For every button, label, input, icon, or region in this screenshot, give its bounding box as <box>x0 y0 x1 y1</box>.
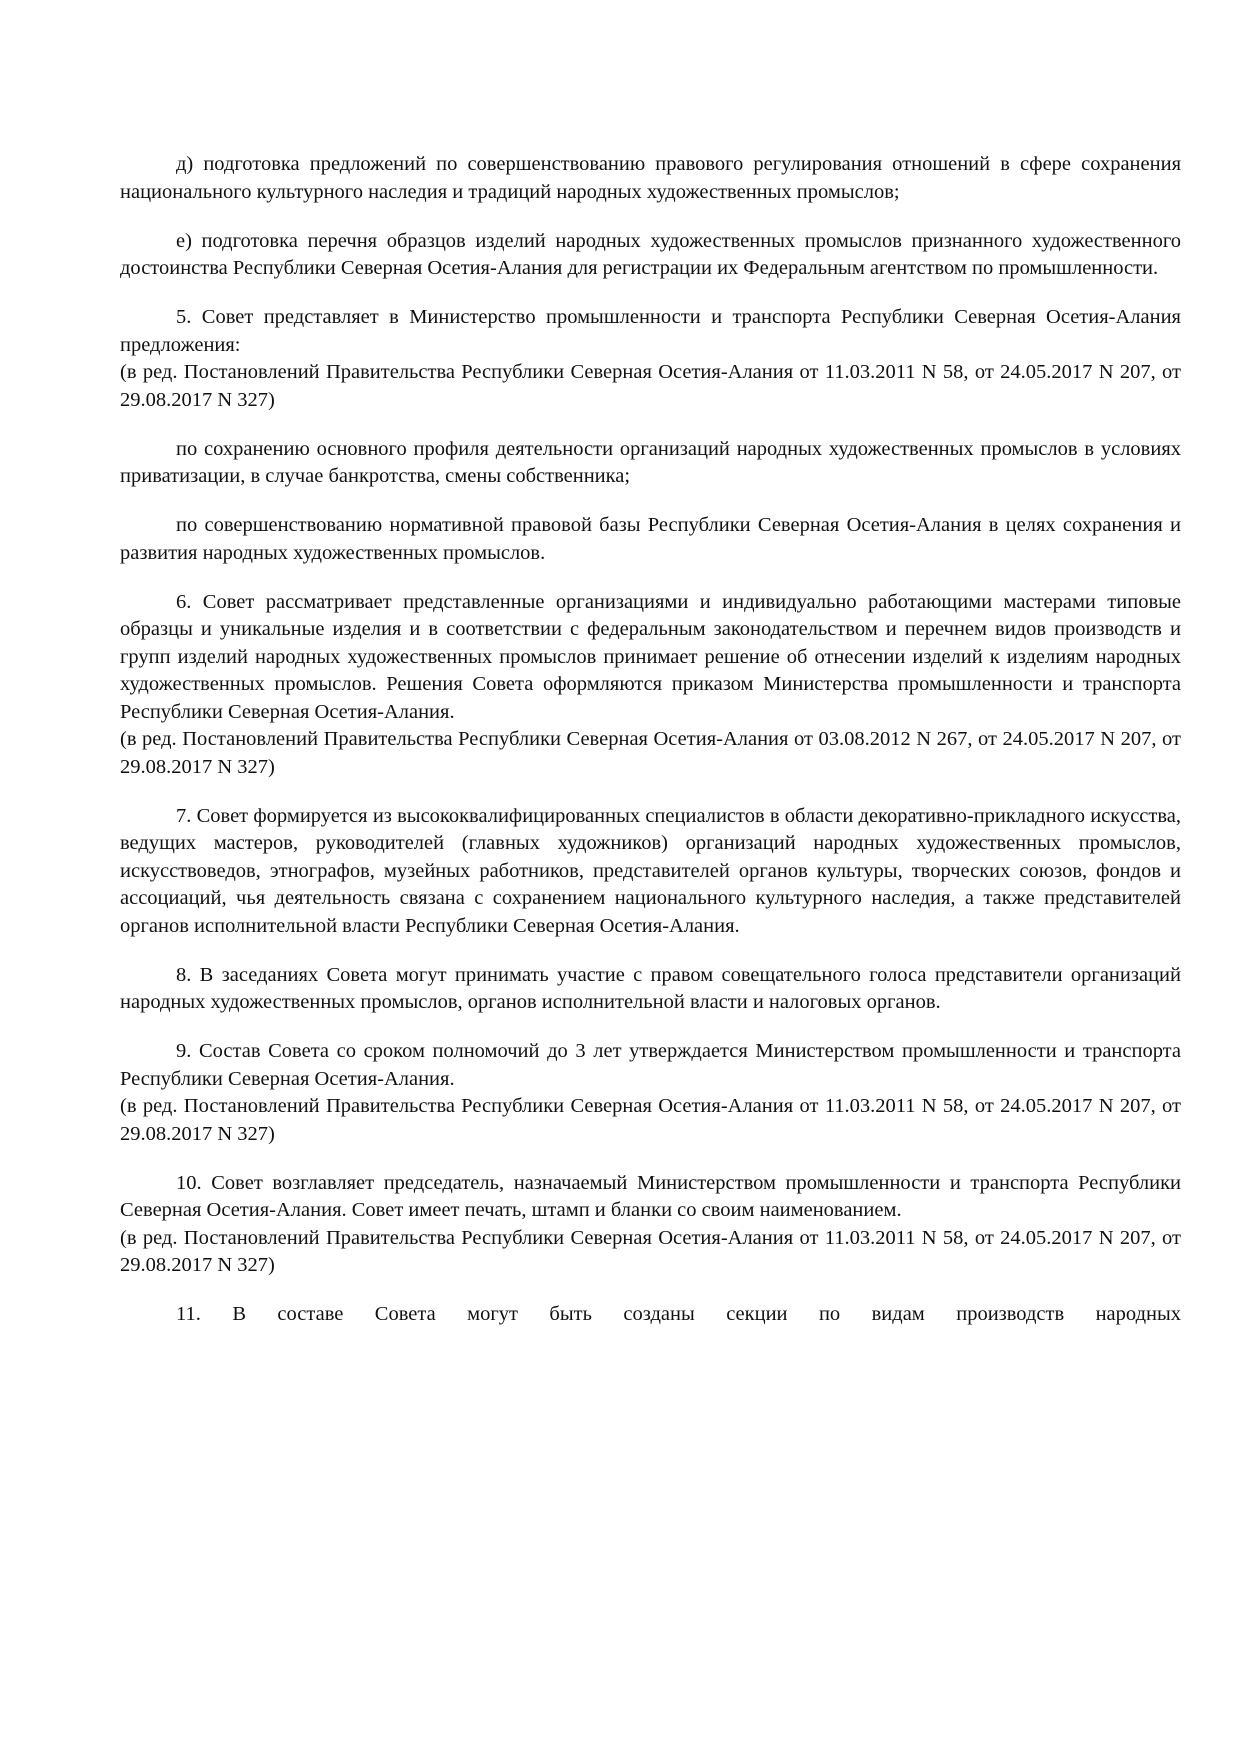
paragraph-6 <box>120 589 1181 782</box>
paragraph-5-item-1 <box>120 436 1181 491</box>
paragraph-d <box>120 151 1181 206</box>
paragraph-text: 10. Совет возглавляет председатель, назначаемый Министерством промышленности и транспорта Республики Северная Осетия-Алания. Совет имеет печать, штамп и бланки со своим наименованием. <box>120 1171 1181 1221</box>
paragraph-8 <box>120 962 1181 1017</box>
paragraph-text: е) подготовка перечня образцов изделий народных художественных промыслов признанного художественного достоинства Республики Северная Осетия-Алания для регистрации их Федеральным агентством по промышленности. <box>120 229 1181 279</box>
paragraph-5 <box>120 304 1181 414</box>
paragraph-text: 8. В заседаниях Совета могут принимать участие с правом совещательного голоса представители организаций народных художественных промыслов, органов исполнительной власти и налоговых органов. <box>120 963 1181 1013</box>
paragraph-11 <box>120 1301 1181 1329</box>
paragraph-text: 6. Совет рассматривает представленные организациями и индивидуально работающими мастерами типовые образцы и уникальные изделия и в соответствии с федеральным законодательством и перечнем видов производств и групп изделий народных художественных промыслов принимает решение об отнесении изделий к изделиям народных художественных промыслов. Решения Совета оформляются приказом Министерства промышленности и транспорта Республики Северная Осетия-Алания. <box>120 590 1181 723</box>
paragraph-9 <box>120 1038 1181 1148</box>
paragraph-text: д) подготовка предложений по совершенствованию правового регулирования отношений в сфере сохранения национального культурного наследия и традиций народных художественных промыслов; <box>120 153 1181 203</box>
amendment-note: (в ред. Постановлений Правительства Республики Северная Осетия-Алания от 11.03.2011 N 58, от 24.05.2017 N 207, от 29.08.2017 N 327) <box>120 361 1181 411</box>
amendment-note: (в ред. Постановлений Правительства Республики Северная Осетия-Алания от 11.03.2011 N 58, от 24.05.2017 N 207, от 29.08.2017 N 327) <box>120 1226 1181 1276</box>
amendment-note: (в ред. Постановлений Правительства Республики Северная Осетия-Алания от 11.03.2011 N 58, от 24.05.2017 N 207, от 29.08.2017 N 327) <box>120 1095 1181 1145</box>
paragraph-7 <box>120 803 1181 941</box>
paragraph-text: 9. Состав Совета со сроком полномочий до 3 лет утверждается Министерством промышленности и транспорта Республики Северная Осетия-Алания. <box>120 1040 1181 1090</box>
paragraph-5-item-2 <box>120 512 1181 567</box>
document-page <box>120 151 1181 1350</box>
paragraph-text: 5. Совет представляет в Министерство промышленности и транспорта Республики Северная Осетия-Алания предложения: <box>120 306 1181 356</box>
paragraph-text: 11. В составе Совета могут быть созданы секции по видам производств народных <box>176 1303 1181 1325</box>
paragraph-text: 7. Совет формируется из высококвалифицированных специалистов в области декоративно-прикладного искусства, ведущих мастеров, руководителей (главных художников) организаций народных художественных промыслов, искусствоведов, этнографов, музейных работников, представителей органов культуры, творческих союзов, фондов и ассоциаций, чья деятельность связана с сохранением национального культурного наследия, а также представителей органов исполнительной власти Республики Северная Осетия-Алания. <box>120 804 1181 937</box>
paragraph-10 <box>120 1170 1181 1280</box>
amendment-note: (в ред. Постановлений Правительства Республики Северная Осетия-Алания от 03.08.2012 N 267, от 24.05.2017 N 207, от 29.08.2017 N 327) <box>120 728 1181 778</box>
paragraph-text: по сохранению основного профиля деятельности организаций народных художественных промыслов в условиях приватизации, в случае банкротства, смены собственника; <box>120 437 1181 487</box>
paragraph-e <box>120 228 1181 283</box>
paragraph-text: по совершенствованию нормативной правовой базы Республики Северная Осетия-Алания в целях сохранения и развития народных художественных промыслов. <box>120 514 1181 564</box>
